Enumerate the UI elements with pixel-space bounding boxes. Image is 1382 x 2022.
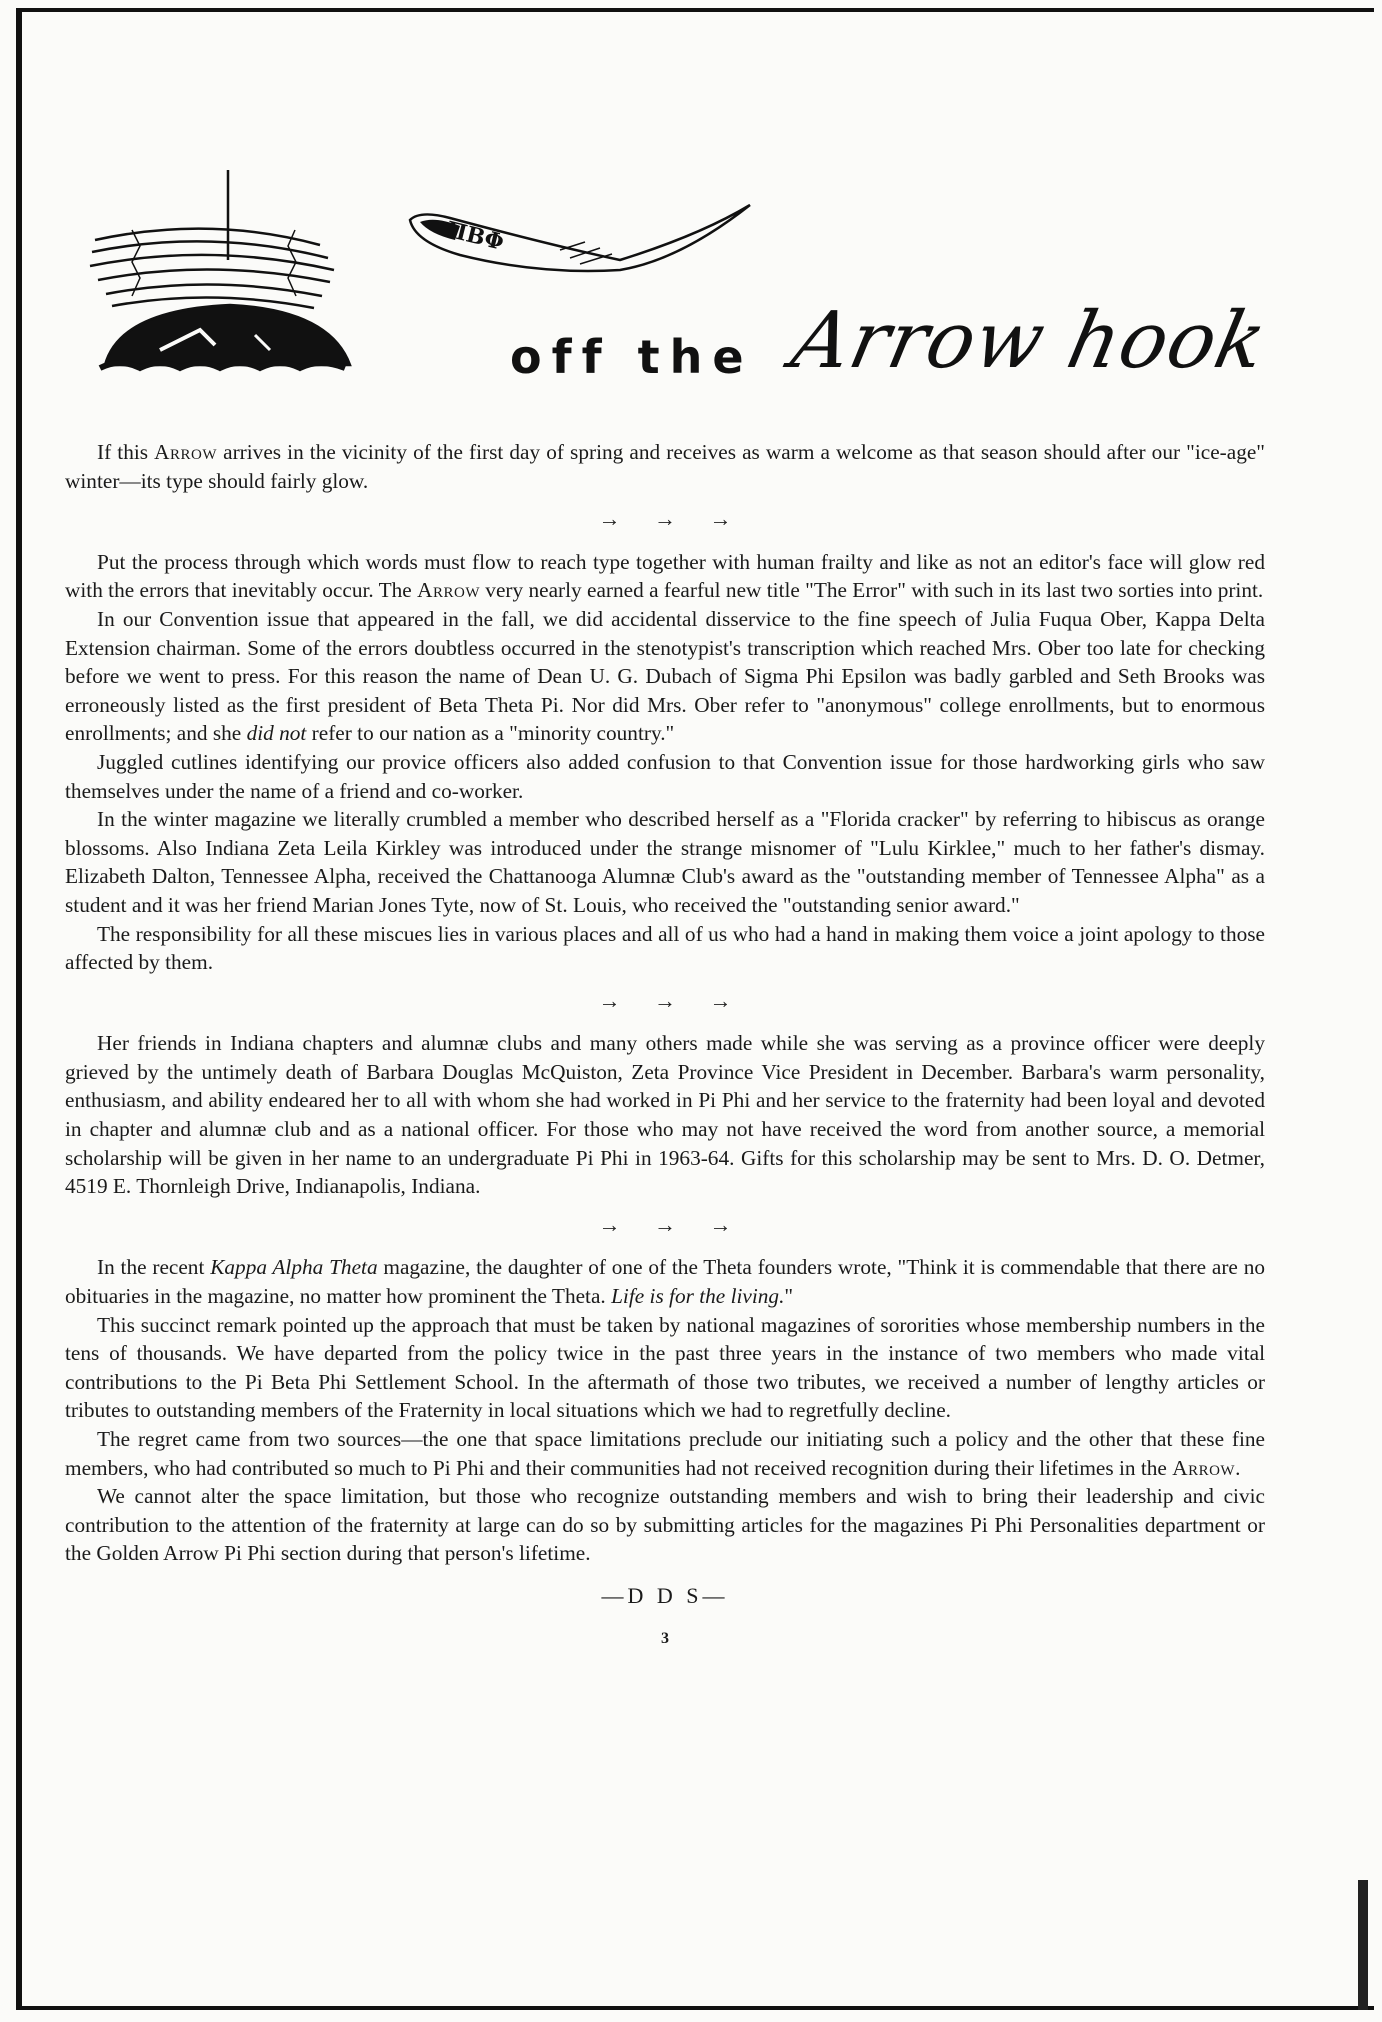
paragraph-2: Put the process through which words must flow to reach type together with human frailty and like as not an editor's face will glow red with the errors that inevitably occur. The Arrow very nearly earned a fearful new title "The Error" with such in its last two sorties into print. <box>65 549 1265 603</box>
title-script-text: Arrow hook <box>784 296 1274 386</box>
svg-text:ΠΒΦ: ΠΒΦ <box>443 216 507 256</box>
section-divider: → → → <box>598 506 746 532</box>
paragraph-11: We cannot alter the space limitation, but those who recognize outstanding members and wish to bring their leadership and civic contribution to the attention of the fraternity at large can do so by submitting articles for the magazines Pi Phi Personalities department or the Golden Arrow Pi Phi section during that person's lifetime. <box>65 1484 1265 1566</box>
paragraph-7: Her friends in Indiana chapters and alumnæ clubs and many others made while she was serving as a province officer were deeply grieved by the untimely death of Barbara Douglas McQuiston, Zeta Province Vice President in December. Barbara's warm personality, enthusiasm, and ability endeared her to all with whom she had worked in Pi Phi and her service to the fraternity had been loyal and devoted in chapter and alumnæ club and as a national officer. For those who may not have received the word from another source, a memorial scholarship will be given in her name to an undergraduate Pi Phi in 1963-64. Gifts for this scholarship may be sent to Mrs. D. O. Detmer, 4519 E. Thornleigh Drive, Indianapolis, Indiana. <box>65 1031 1265 1199</box>
title-plain-text: off the <box>510 330 754 384</box>
paragraph-8: In the recent Kappa Alpha Theta magazine, the daughter of one of the Theta founders wrote, "Think it is commendable that there are no obituaries in the magazine, no matter how prominent the Theta. Life is for the living." <box>65 1255 1265 1309</box>
paragraph-9: This succinct remark pointed up the approach that must be taken by national magazines of sororities whose membership numbers in the tens of thousands. We have departed from the policy twice in the past three years in the instance of two members who made vital contributions to the Pi Beta Phi Settlement School. In the aftermath of those two tributes, we received a number of lengthy articles or tributes to outstanding members of the Fraternity in local situations which we had to regretfully decline. <box>65 1312 1265 1423</box>
paragraph-10: The regret came from two sources—the one that space limitations preclude our initiating such a policy and the other that these fine members, who had contributed so much to Pi Phi and their communities had not received recognition during their lifetimes in the Arrow. <box>65 1427 1265 1480</box>
page-border-bottom <box>16 2006 1374 2010</box>
paragraph-4: Juggled cutlines identifying our provice officers also added confusion to that Convention issue for those hardworking girls who saw themselves under the name of a friend and co-worker. <box>65 749 1265 803</box>
page-border-right <box>1358 1880 1368 2010</box>
page-number: 3 <box>661 1629 669 1647</box>
page-border-top <box>16 8 1374 12</box>
page-title <box>510 290 1274 386</box>
section-divider: → → → <box>598 987 746 1013</box>
paragraph-1: If this Arrow arrives in the vicinity of the first day of spring and receives as warm a welcome as that season should after our "ice-age" winter—its type should fairly glow. <box>65 440 1266 493</box>
article-body <box>65 438 1265 1653</box>
section-divider: → → → <box>598 1211 746 1237</box>
paragraph-5: In the winter magazine we literally crumbled a member who described herself as a "Florida cracker" by referring to hibiscus as orange blossoms. Also Indiana Zeta Leila Kirkley was introduced under the strange misnomer of "Lulu Kirklee," much to her father's dismay. Elizabeth Dalton, Tennessee Alpha, received the Chattanooga Alumnæ Club's award as the "outstanding member of Tennessee Alpha" as a student and it was her friend Marian Jones Tyte, now of St. Louis, who received the "outstanding senior award." <box>65 807 1265 917</box>
paragraph-3: In our Convention issue that appeared in the fall, we did accidental disservice to the fine speech of Julia Fuqua Ober, Kappa Delta Extension chairman. Some of the errors doubtless occurred in the stenotypist's transcription which reached Mrs. Ober too late for checking before we went to press. For this reason the name of Dean U. G. Dubach of Sigma Phi Epsilon was badly garbled and Seth Brooks was erroneously listed as the first president of Beta Theta Pi. Nor did Mrs. Ober refer to "anonymous" college enrollments, but to enormous enrollments; and she did not refer to our nation as a "minority country." <box>65 606 1265 746</box>
paragraph-6: The responsibility for all these miscues lies in various places and all of us who had a hand in making them voice a joint apology to those affected by them. <box>65 921 1265 975</box>
pi-beta-phi-pennant-icon <box>410 205 750 271</box>
umbrella-icon <box>90 170 350 368</box>
author-signature: —D D S— <box>601 1582 729 1608</box>
